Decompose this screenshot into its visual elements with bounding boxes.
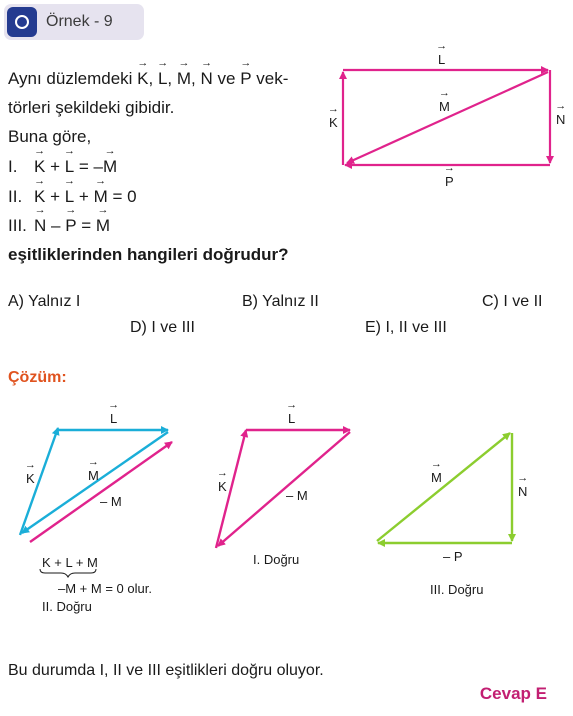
label-K: → K — [329, 115, 338, 130]
fig1-line2: –M + M = 0 olur. — [58, 581, 152, 596]
fig3-verdict: III. Doğru — [430, 582, 484, 597]
option-e[interactable]: E) I, II ve III — [365, 319, 447, 336]
solution-title: Çözüm: — [8, 369, 67, 386]
fig1-label-L: → L — [110, 411, 117, 426]
vector-M-fig3 — [377, 433, 510, 541]
vector-M — [347, 72, 548, 163]
fig1-label-negM: – M — [100, 494, 122, 509]
label-N: → N — [556, 112, 565, 127]
conclusion: Bu durumda I, II ve III eşitlikleri doğru oluyor. — [8, 662, 324, 679]
fig2-label-K: → K — [218, 479, 227, 494]
label-M: → M — [439, 99, 450, 114]
statement-3: III.→ N – → P = → M — [8, 216, 110, 236]
answer: Cevap E — [479, 684, 547, 703]
question-prompt: eşitliklerinden hangileri doğrudur? — [8, 245, 289, 264]
fig1-verdict: II. Doğru — [42, 599, 92, 614]
statement-1: I.→ K + → L = –→ M — [8, 157, 117, 177]
fig3-label-M: → M — [431, 470, 442, 485]
fig2-verdict: I. Doğru — [253, 552, 300, 567]
underbrace — [40, 569, 96, 577]
solution-figure-1 — [20, 428, 172, 542]
label-P: → P — [445, 174, 454, 189]
vector-negM-fig2 — [218, 432, 350, 546]
fig1-label-K: → K — [26, 471, 35, 486]
question-line-1: Aynı düzlemdeki → K, → L, → M, → N ve → P vek- — [8, 69, 288, 89]
statement-2: II.→ K + → L + → M = 0 — [8, 187, 137, 207]
vector-negM-fig1 — [30, 442, 172, 542]
fig2-label-negM: – M — [286, 488, 308, 503]
fig1-sum: K + L + M — [42, 555, 98, 570]
fig3-label-negP: – P — [443, 549, 463, 564]
solution-figure-3 — [377, 433, 512, 543]
fig2-label-L: → L — [288, 411, 295, 426]
question-diagram — [343, 70, 550, 165]
fig1-label-M: → M — [88, 468, 99, 483]
fig3-label-N: → N — [518, 484, 527, 499]
solution-figure-2 — [216, 430, 350, 548]
option-b[interactable]: B) Yalnız II — [242, 293, 319, 310]
question-line-2: törleri şekildeki gibidir. — [8, 98, 175, 117]
option-d[interactable]: D) I ve III — [130, 319, 195, 336]
label-L: → L — [438, 52, 445, 67]
option-c[interactable]: C) I ve II — [482, 293, 543, 310]
option-a[interactable]: A) Yalnız I — [8, 293, 81, 310]
example-title: Örnek - 9 — [46, 13, 113, 30]
question-line-3: Buna göre, — [8, 127, 92, 146]
